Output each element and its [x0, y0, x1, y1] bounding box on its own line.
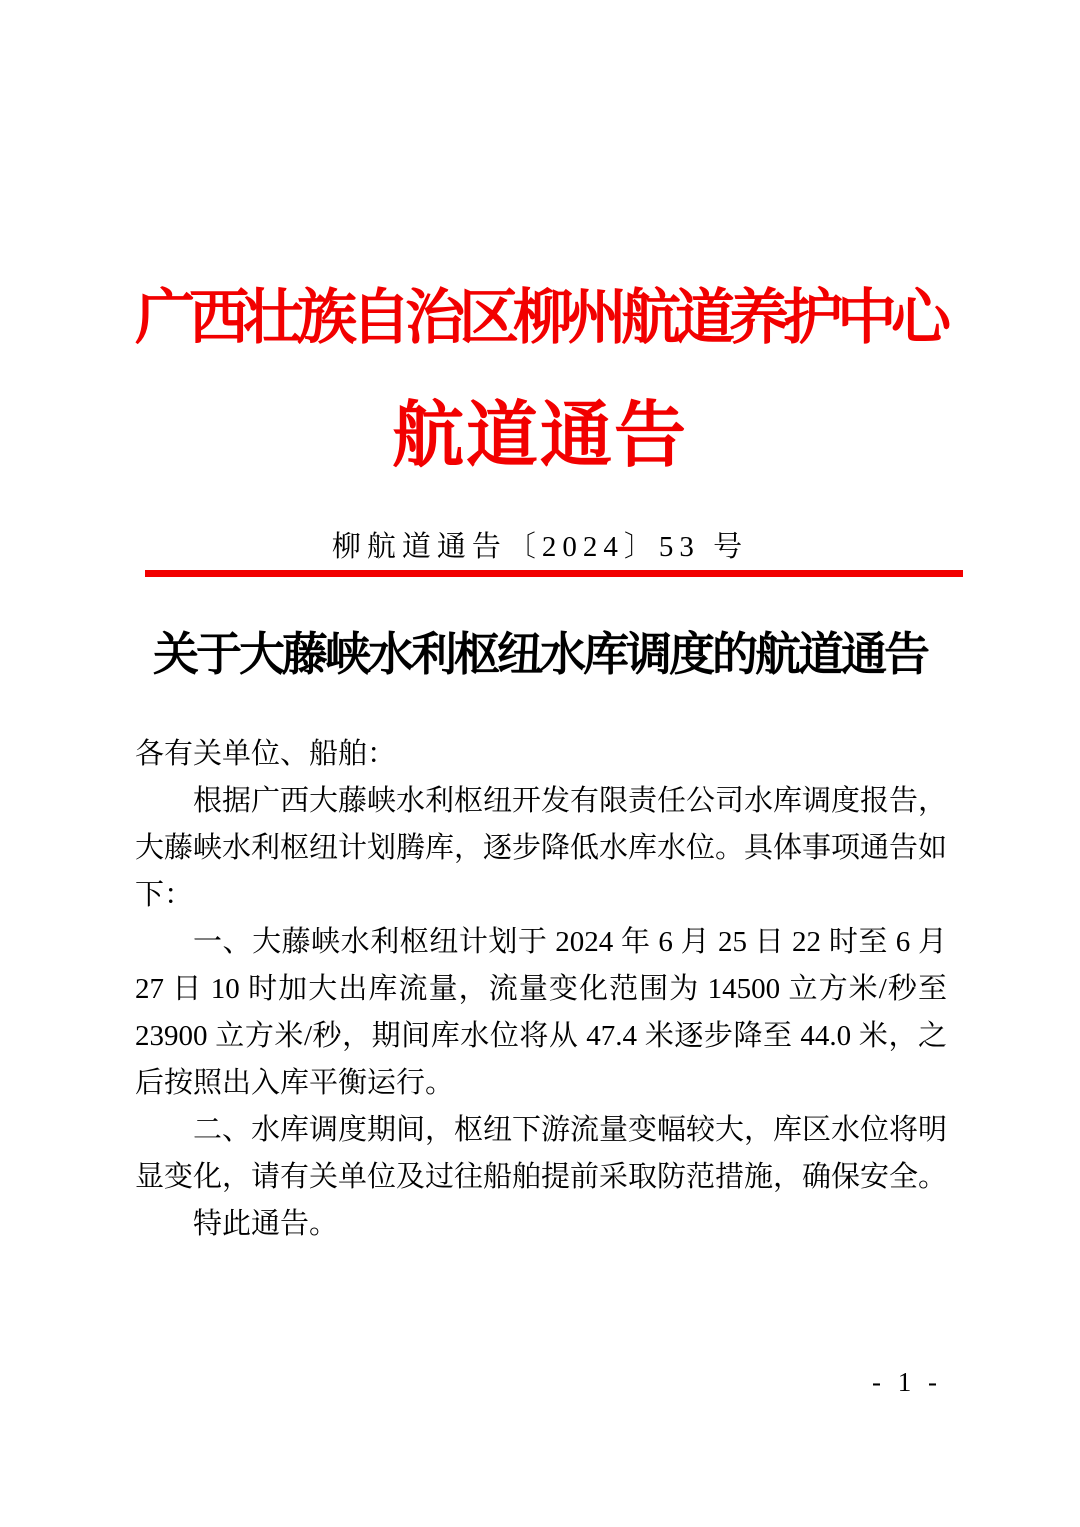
doc-number: 柳航道通告〔2024〕53 号: [331, 531, 749, 563]
salutation: 各有关单位、船舶：: [135, 738, 397, 770]
paragraph-closing: 特此通告。: [193, 1208, 339, 1240]
paragraph-item-2: 二、水库调度期间，枢纽下游流量变幅较大，库区水位将明显变化，请有关单位及过往船舶提前采取防范措施，确保安全。: [135, 1114, 948, 1193]
paragraph-item-1: 一、大藤峡水利枢纽计划于 2024 年 6 月 25 日 22 时至 6 月 27 日 10 时加大出库流量，流量变化范围为 14500 立方米/秒至 23900 立方米/秒，期间库水位将从 47.4 米逐步降至 44.0 米，之后按照出入库平衡运行。: [135, 926, 947, 1099]
notice-body: [135, 731, 947, 1248]
notice-title: 关于大藤峡水利枢纽水库调度的航道通告: [153, 628, 927, 680]
letterhead-doc-type: 航道通告: [391, 396, 688, 476]
red-divider-line: [145, 570, 963, 577]
letterhead-org-title: 广西壮族自治区柳州航道养护中心: [135, 284, 945, 351]
page-number: - 1 -: [872, 1367, 942, 1397]
paragraph-intro: 根据广西大藤峡水利枢纽开发有限责任公司水库调度报告，大藤峡水利枢纽计划腾库，逐步降低水库水位。具体事项通告如下：: [135, 785, 948, 911]
